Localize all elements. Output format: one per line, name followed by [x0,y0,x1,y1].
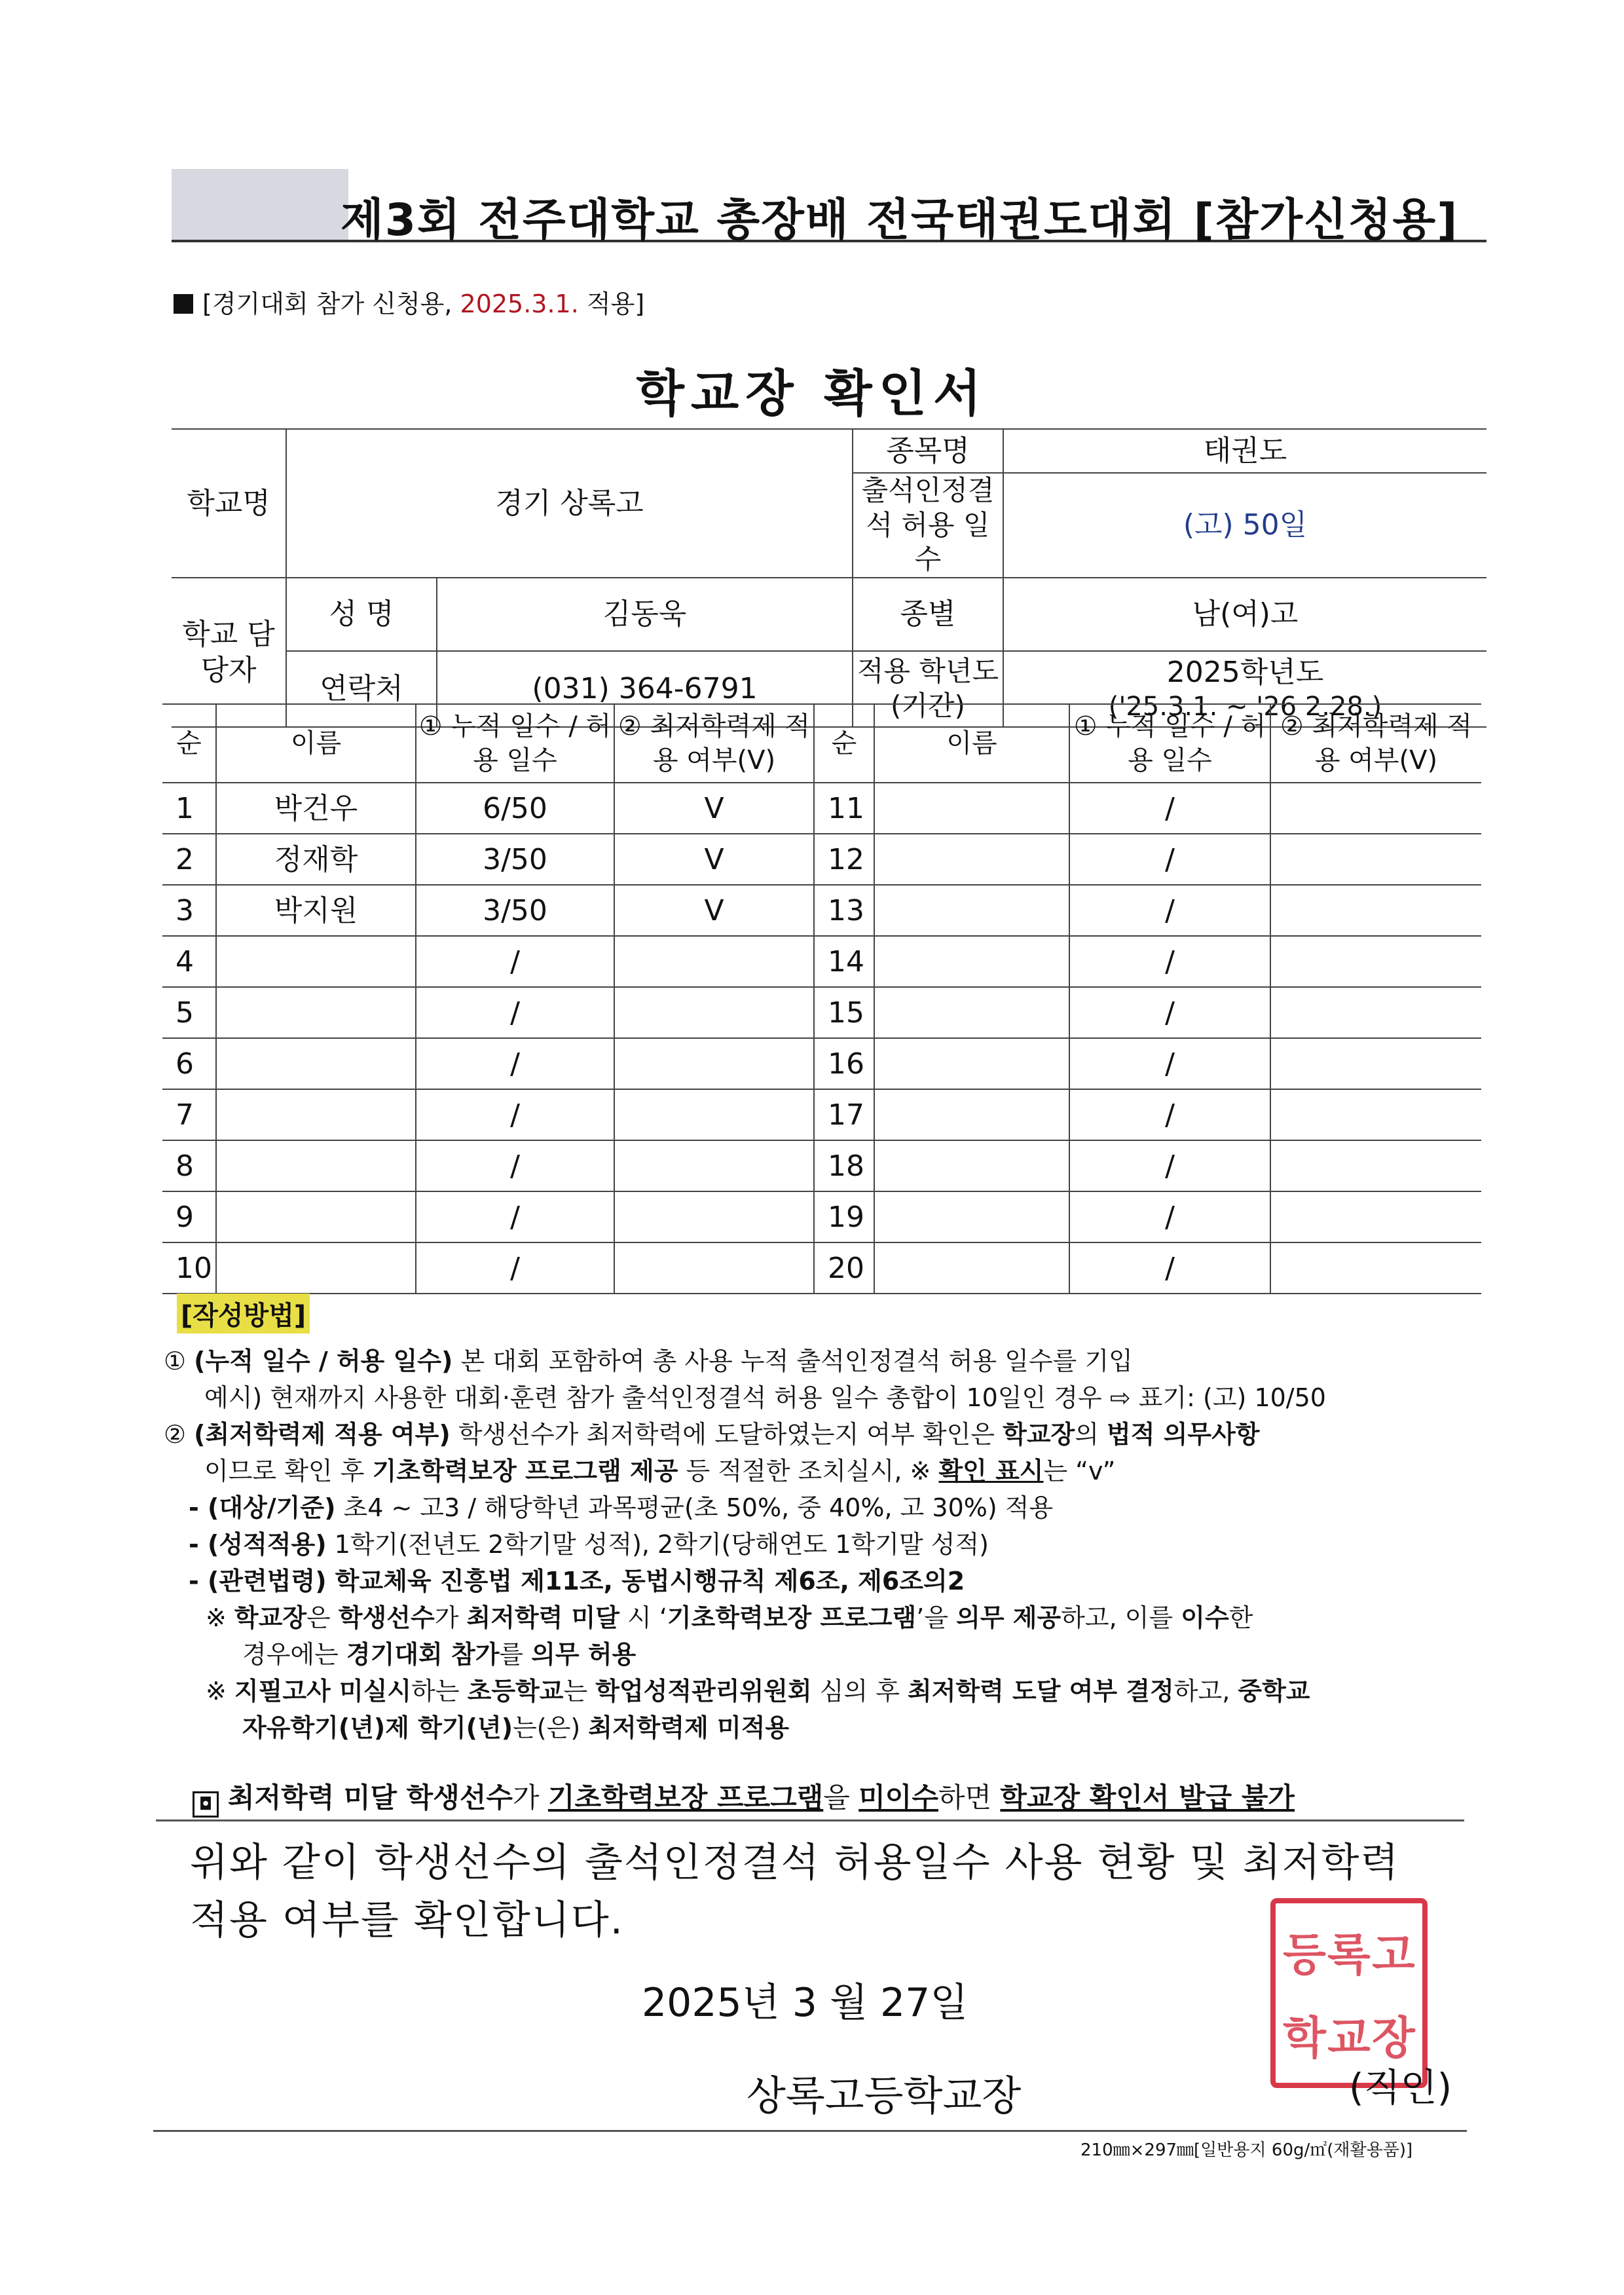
i2-l2-bold: 기초학력보장 프로그램 제공 [372,1457,678,1485]
warning-b2: 기초학력보장 프로그램 [547,1782,824,1814]
table-row [162,834,1481,885]
instruction-2-bold-b: 학교장 [1003,1420,1075,1449]
row-no-right: 15 [814,987,874,1038]
row-name [216,1089,416,1140]
row-no: 4 [162,936,216,987]
row-min-right [1270,1191,1481,1242]
note-2-l2-b2: 최저학력제 미적용 [588,1713,790,1742]
seal-note: (직인) [1349,2065,1452,2110]
note-1-l2-b1: 경기대회 참가 [346,1640,500,1669]
row-min [614,1089,814,1140]
row-min-right [1270,987,1481,1038]
i2-l2-bold-underline: 확인 표시 [938,1457,1044,1485]
row-name: 박지원 [216,885,416,936]
row-name-right [874,1242,1069,1294]
row-no-right: 12 [814,834,874,885]
student-list-table [162,703,1481,1294]
paper-spec-footer: 210㎜×297㎜[일반용지 60g/㎡(재활용품)] [1080,2140,1413,2160]
note-1 [164,1599,1486,1636]
instruction-1 [164,1343,1486,1379]
warning-t1: 가 [512,1782,548,1814]
page-title: 제3회 전주대학교 총장배 전국태권도대회 [참가신청용] [341,195,1459,246]
note-1-t1: 은 [306,1603,339,1632]
row-name-right [874,1089,1069,1140]
confirmation-line2: 적용 여부를 확인합니다. [190,1897,624,1943]
row-name [216,936,416,987]
instruction-2-bold-c: 법적 의무사항 [1107,1420,1260,1449]
note-2-mark: ※ [206,1677,234,1706]
row-no: 5 [162,987,216,1038]
row-min: V [614,885,814,936]
note-1-b2: 학생선수 [338,1603,435,1632]
row-name-right [874,885,1069,936]
row-days: / [416,987,614,1038]
row-days: 3/50 [416,885,614,936]
row-no-right: 13 [814,885,874,936]
note-1-l2-t2: 를 [499,1640,532,1669]
note-1-t5: 하고, 이를 [1061,1603,1181,1632]
note-1-t4: ’을 [916,1603,957,1632]
table-row [162,783,1481,834]
row-name-right [874,834,1069,885]
row-name [216,1191,416,1242]
header-days-right: ① 누적 일수 / 허용 일수 [1069,704,1270,783]
row-min [614,1191,814,1242]
table-row [162,885,1481,936]
i2-l2-c: 는 “v” [1043,1457,1116,1485]
detail-1-text: 초4 ~ 고3 / 해당학년 과목평균(초 50%, 중 40%, 고 30%) 적용 [335,1493,1054,1522]
seal-char: 록 [1327,1929,1371,1981]
warning-box-icon: ◘ [193,1791,219,1818]
instruction-2-line2 [164,1453,1486,1489]
row-name [216,1140,416,1191]
table-row [162,1089,1481,1140]
gender-value: 남(여)고 [1003,578,1486,651]
i2-l2-a: 이므로 확인 후 [204,1457,373,1485]
note-1-b4: 기초학력보장 프로그램 [667,1603,917,1632]
row-min: V [614,834,814,885]
instruction-2-text: 학생선수가 최저학력에 도달하였는지 여부 확인은 [450,1420,1003,1449]
seal-char: 고 [1372,1929,1415,1981]
title-shade [172,169,348,240]
divider-top [156,1819,1464,1821]
row-name-right [874,783,1069,834]
contact-label: 연락처 [286,651,437,727]
detail-2-bold: - (성적적용) [189,1530,327,1559]
note-2-t4: 하고, [1173,1677,1238,1706]
note-2-b5: 중학교 [1238,1677,1310,1706]
row-name: 정재학 [216,834,416,885]
row-min-right [1270,885,1481,936]
row-days-right: / [1069,885,1270,936]
warning-t2: 을 [823,1782,859,1814]
header-no: 순 [162,704,216,783]
seal-char: 학 [1283,2012,1326,2064]
gender-label: 종별 [853,578,1003,651]
instruction-2-bold: (최저학력제 적용 여부) [194,1420,451,1449]
note-1-b6: 이수 [1181,1603,1229,1632]
table-row [162,987,1481,1038]
row-no: 7 [162,1089,216,1140]
row-days-right: / [1069,987,1270,1038]
note-2-l2-t1: 는(은) [513,1713,589,1742]
row-days: / [416,936,614,987]
instruction-2-text-b: 의 [1075,1420,1107,1449]
row-min-right [1270,1140,1481,1191]
row-days: / [416,1191,614,1242]
row-days-right: / [1069,1242,1270,1294]
note-1-t2: 가 [434,1603,467,1632]
note-1-t6: 한 [1228,1603,1253,1632]
year-value-line1: 2025학년도 [1166,656,1324,689]
detail-3-bold: - (관련법령) 학교체육 진흥법 제11조, 동법시행규칙 제6조, 제6조의2 [189,1567,965,1595]
note-1-l2-b2: 의무 허용 [531,1640,637,1669]
instruction-2 [164,1416,1486,1453]
event-value: 태권도 [1003,429,1486,473]
row-name [216,1242,416,1294]
name-label: 성 명 [286,578,437,651]
note-2-t1: 하는 [411,1677,468,1706]
event-label: 종목명 [853,429,1003,473]
note-1-b1: 학교장 [234,1603,307,1632]
row-no: 8 [162,1140,216,1191]
seal-characters [1282,1910,1416,2076]
row-no-right: 19 [814,1191,874,1242]
note-1-t3: 시 ‘ [619,1603,667,1632]
row-days: / [416,1140,614,1191]
warning-b3: 미이수 [858,1782,938,1814]
detail-3 [164,1563,1486,1599]
allow-label: 출석인정결석 허용 일수 [853,473,1003,578]
note-2-b4: 최저학력 도달 여부 결정 [908,1677,1174,1706]
row-days-right: / [1069,834,1270,885]
detail-2-text: 1학기(전년도 2학기말 성적), 2학기(당해연도 1학기말 성적) [326,1530,989,1559]
row-min-right [1270,1038,1481,1089]
issue-date: 2025년 3 월 27일 [642,1980,969,2026]
warning-b1: 최저학력 미달 학생선수 [228,1782,513,1814]
row-days: / [416,1089,614,1140]
i2-l2-b: 등 적절한 조치실시, ※ [678,1457,939,1485]
principal-name: 상록고등학교장 [747,2072,1022,2119]
title-bar [172,169,1486,246]
row-no: 3 [162,885,216,936]
row-no-right: 11 [814,783,874,834]
detail-1 [164,1489,1486,1526]
row-min-right [1270,936,1481,987]
header-days: ① 누적 일수 / 허용 일수 [416,704,614,783]
seal-char: 등 [1283,1929,1326,1981]
year-label: 적용 학년도 (기간) [853,651,1003,727]
black-square-icon [174,294,193,314]
note-2-b1: 지필고사 미실시 [234,1677,412,1706]
document-title: 학교장 확인서 [636,364,988,422]
detail-2 [164,1526,1486,1563]
row-no-right: 18 [814,1140,874,1191]
detail-1-bold: - (대상/기준) [189,1493,336,1522]
confirmation-text [190,1834,1399,1949]
manager-label: 학교 담당자 [172,578,286,727]
notice-line [174,284,644,320]
row-no-right: 17 [814,1089,874,1140]
instructions [164,1343,1486,1746]
divider-bottom [153,2130,1467,2132]
row-days-right: / [1069,1191,1270,1242]
row-name-right [874,1140,1069,1191]
note-1-line2 [164,1636,1486,1673]
warning-b4: 학교장 확인서 발급 불가 [1000,1782,1295,1814]
row-name: 박건우 [216,783,416,834]
note-1-l2-t1: 경우에는 [242,1640,346,1669]
method-label: [작성방법] [177,1294,310,1334]
note-1-b3: 최저학력 미달 [466,1603,619,1632]
school-label: 학교명 [172,429,286,578]
row-days: / [416,1242,614,1294]
row-no-right: 16 [814,1038,874,1089]
row-min [614,1140,814,1191]
note-2-l2-b1: 자유학기(년)제 학기(년) [242,1713,513,1742]
contact-value: (031) 364-6791 [437,651,853,727]
row-no: 1 [162,783,216,834]
note-2-b2: 초등학교 [467,1677,564,1706]
row-min-right [1270,834,1481,885]
warning-line [193,1776,1295,1818]
row-name-right [874,987,1069,1038]
row-name [216,987,416,1038]
row-min [614,1242,814,1294]
row-days-right: / [1069,783,1270,834]
note-1-mark: ※ [206,1603,234,1632]
header-no-right: 순 [814,704,874,783]
header-name: 이름 [216,704,416,783]
note-2 [164,1673,1486,1709]
row-min-right [1270,783,1481,834]
seal-char: 장 [1372,2012,1415,2064]
row-no: 10 [162,1242,216,1294]
note-2-b3: 학업성적관리위원회 [595,1677,812,1706]
note-1-b5: 의무 제공 [956,1603,1061,1632]
row-days-right: / [1069,1038,1270,1089]
notice-suffix: 적용] [578,289,645,318]
row-days-right: / [1069,1140,1270,1191]
seal-char: 교 [1327,2012,1371,2064]
row-no: 2 [162,834,216,885]
school-info-table [172,428,1486,728]
row-days: 3/50 [416,834,614,885]
row-min [614,936,814,987]
notice-date: 2025.3.1. [460,289,579,318]
confirmation-line1: 위와 같이 학생선수의 출석인정결석 허용일수 사용 현황 및 최저학력 [190,1840,1400,1886]
year-value-line2: ('25.3.1. ~ '26 2.28.) [1108,692,1382,722]
row-days: 6/50 [416,783,614,834]
table-row [162,936,1481,987]
row-min-right [1270,1089,1481,1140]
row-days-right: / [1069,936,1270,987]
row-days: / [416,1038,614,1089]
header-name-right: 이름 [874,704,1069,783]
row-min-right [1270,1242,1481,1294]
row-no-right: 20 [814,1242,874,1294]
row-name-right [874,936,1069,987]
row-name-right [874,1191,1069,1242]
row-min [614,1038,814,1089]
instruction-1-text: 본 대회 포함하여 총 사용 누적 출석인정결석 허용 일수를 기입 [452,1347,1133,1375]
row-name [216,1038,416,1089]
table-row [162,1038,1481,1089]
header-min: ② 최저학력제 적용 여부(V) [614,704,814,783]
note-2-t3: 심의 후 [811,1677,908,1706]
header-min-right: ② 최저학력제 적용 여부(V) [1270,704,1481,783]
warning-t3: 하면 [938,1782,1001,1814]
table-row [162,1242,1481,1294]
row-days-right: / [1069,1089,1270,1140]
name-value: 김동욱 [437,578,853,651]
row-min [614,987,814,1038]
notice-prefix: [경기대회 참가 신청용, [202,289,460,318]
school-value: 경기 상록고 [286,429,853,578]
row-name-right [874,1038,1069,1089]
instruction-1-example: 예시) 현재까지 사용한 대회·훈련 참가 출석인정결석 허용 일수 총합이 10일인 경우 ⇨ 표기: (고) 10/50 [204,1383,1326,1412]
allow-value: (고) 50일 [1003,473,1486,578]
table-row [162,1191,1481,1242]
circled-one: ① [164,1347,187,1375]
row-no: 6 [162,1038,216,1089]
note-2-line2 [164,1709,1486,1746]
instruction-1-bold: (누적 일수 / 허용 일수) [194,1347,453,1375]
row-min: V [614,783,814,834]
note-2-t2: 는 [563,1677,596,1706]
circled-two: ② [164,1420,187,1449]
row-no-right: 14 [814,936,874,987]
row-no: 9 [162,1191,216,1242]
table-row [162,1140,1481,1191]
